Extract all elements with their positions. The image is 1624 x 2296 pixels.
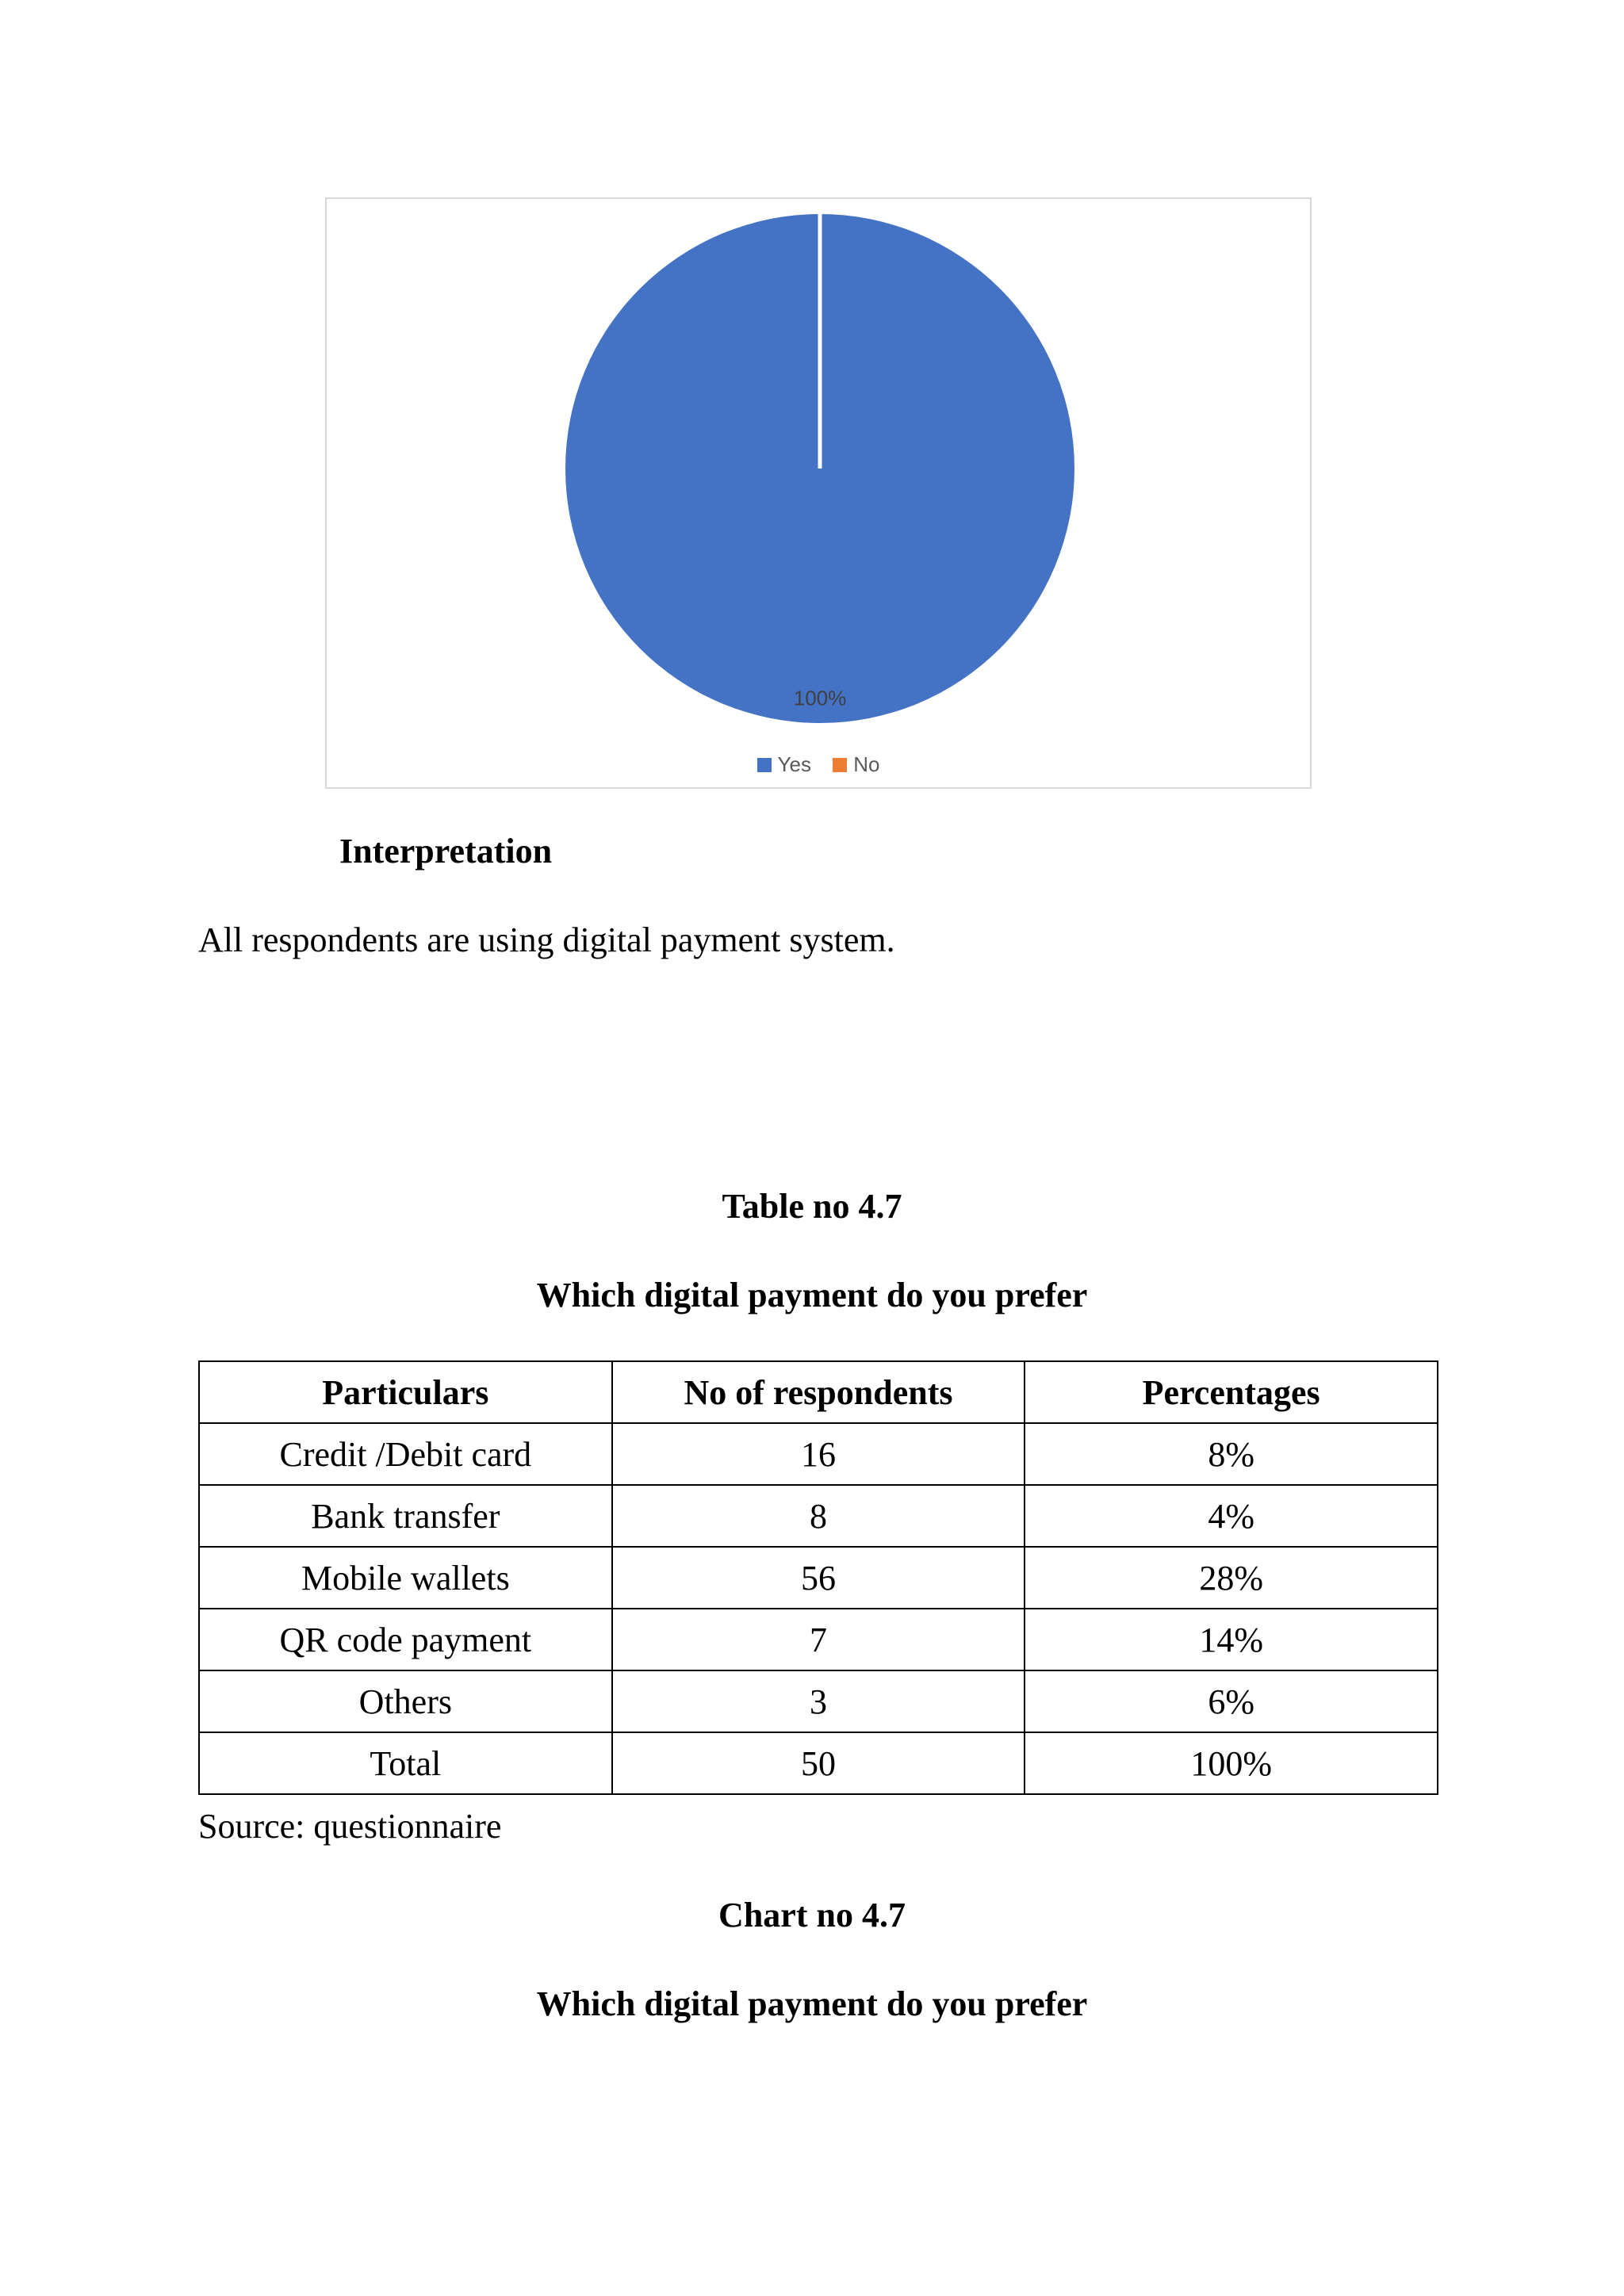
interpretation-heading: Interpretation [339,832,553,871]
pie-chart-svg [327,199,1313,790]
table-source: Source: questionnaire [198,1807,502,1846]
legend-swatch-no [833,758,847,772]
legend-label-no: No [853,752,880,776]
table-cell: 6% [1025,1670,1438,1732]
table-cell: 14% [1025,1609,1438,1670]
table-cell: 16 [612,1423,1025,1485]
table-cell: 28% [1025,1547,1438,1609]
table-row-total [199,1732,1438,1794]
table-cell: Credit /Debit card [199,1423,612,1485]
table-row [199,1485,1438,1547]
table-cell: 3 [612,1670,1025,1732]
legend-label-yes: Yes [777,752,811,776]
table-cell: 7 [612,1609,1025,1670]
table-cell: 56 [612,1547,1025,1609]
header-particulars: Particulars [199,1361,612,1423]
table-cell: 8 [612,1485,1025,1547]
header-respondents: No of respondents [612,1361,1025,1423]
table-row [199,1423,1438,1485]
table-header-row [199,1361,1438,1423]
interpretation-text: All respondents are using digital payment system. [198,920,895,959]
table-cell: Bank transfer [199,1485,612,1547]
table-cell: 4% [1025,1485,1438,1547]
table-cell: Total [199,1732,612,1794]
pie-data-label-yes: 100% [793,686,847,710]
chart-number: Chart no 4.7 [718,1896,906,1934]
legend-item-no [833,752,879,777]
table-row [199,1609,1438,1670]
legend-item-yes [757,752,811,777]
legend-swatch-yes [757,758,772,772]
table-cell: Mobile wallets [199,1547,612,1609]
data-table [198,1360,1438,1795]
chart-title: Which digital payment do you prefer [536,1984,1088,2023]
table-number: Table no 4.7 [722,1187,902,1226]
table-row [199,1547,1438,1609]
table-cell: QR code payment [199,1609,612,1670]
table-row [199,1670,1438,1732]
table-title: Which digital payment do you prefer [536,1276,1088,1314]
chart-legend [327,752,1310,778]
table-cell: Others [199,1670,612,1732]
table-cell: 8% [1025,1423,1438,1485]
pie-chart [325,197,1312,789]
table-cell: 50 [612,1732,1025,1794]
table-cell: 100% [1025,1732,1438,1794]
header-percentages: Percentages [1025,1361,1438,1423]
